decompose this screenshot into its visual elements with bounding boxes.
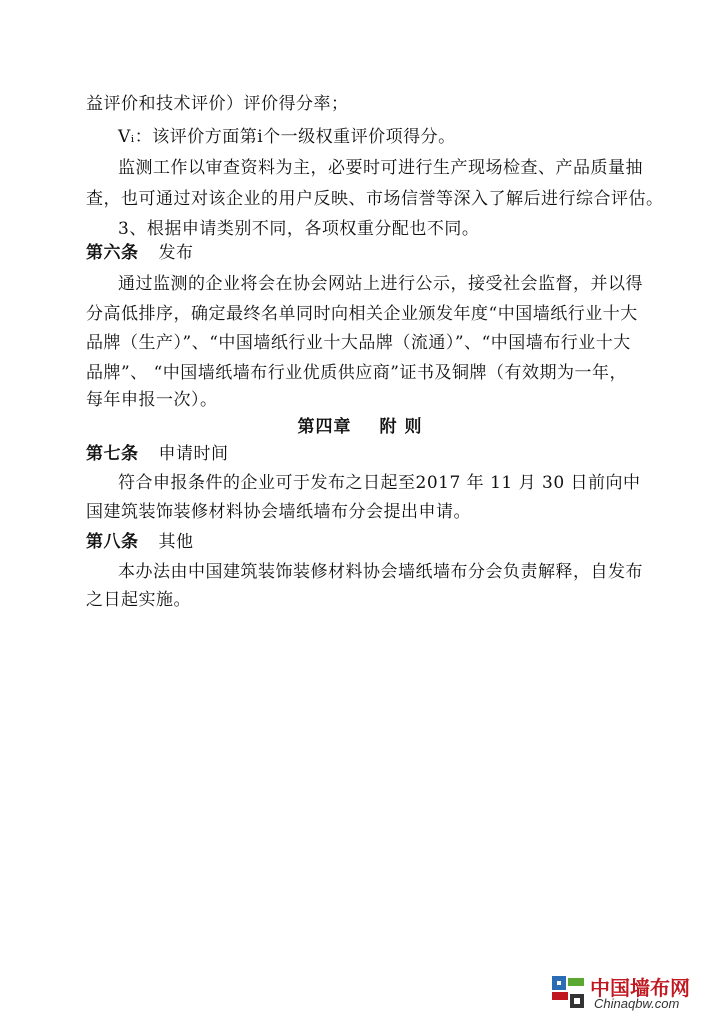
text-line: 益评价和技术评价）评价得分率； — [86, 94, 349, 114]
chapter-heading — [0, 415, 720, 439]
logo-text-en: Chinaqbw.com — [594, 996, 680, 1011]
text-line: 品牌”、 “中国墙纸墙布行业优质供应商”证书及铜牌（有效期为一年， — [86, 363, 627, 383]
article-number: 第七条 — [86, 444, 139, 464]
logo-mark-icon — [550, 974, 586, 1010]
logo-text-cn: 中国墙布网 — [590, 976, 690, 1000]
text-line: 通过监测的企业将会在协会网站上进行公示，接受社会监督，并以得 — [118, 274, 643, 294]
text-line: 3、根据申请类别不同，各项权重分配也不同。 — [118, 219, 480, 239]
article-title: 发布 — [158, 243, 194, 263]
text-line: 符合申报条件的企业可于发布之日起至2017 年 11 月 30 日前向中 — [118, 473, 641, 493]
article-number: 第六条 — [86, 243, 139, 263]
article-title: 其他 — [158, 532, 194, 552]
text-line: 每年申报一次）。 — [86, 390, 218, 410]
article-number: 第八条 — [86, 532, 139, 552]
watermark-logo — [550, 968, 710, 1012]
chapter-title: 附 则 — [379, 417, 423, 437]
text-line: 国建筑装饰装修材料协会墙纸墙布分会提出申请。 — [86, 502, 471, 522]
article-title: 申请时间 — [158, 444, 229, 464]
text-line: 本办法由中国建筑装饰装修材料协会墙纸墙布分会负责解释，自发布 — [118, 562, 643, 582]
text-line: 查，也可通过对该企业的用户反映、市场信誉等深入了解后进行综合评估。 — [86, 189, 664, 209]
chapter-number: 第四章 — [297, 417, 352, 437]
text-line: 之日起实施。 — [86, 590, 191, 610]
article-6-heading — [86, 241, 194, 265]
text-line: Vᵢ：该评价方面第i个一级权重评价项得分。 — [118, 127, 456, 147]
text-line: 品牌（生产）”、“中国墙纸行业十大品牌（流通）”、“中国墙布行业十大 — [86, 333, 631, 353]
article-7-heading — [86, 442, 229, 466]
article-8-heading — [86, 530, 194, 554]
text-line: 分高低排序，确定最终名单同时向相关企业颁发年度“中国墙纸行业十大 — [86, 304, 638, 324]
text-line: 监测工作以审查资料为主，必要时可进行生产现场检查、产品质量抽 — [118, 158, 643, 178]
